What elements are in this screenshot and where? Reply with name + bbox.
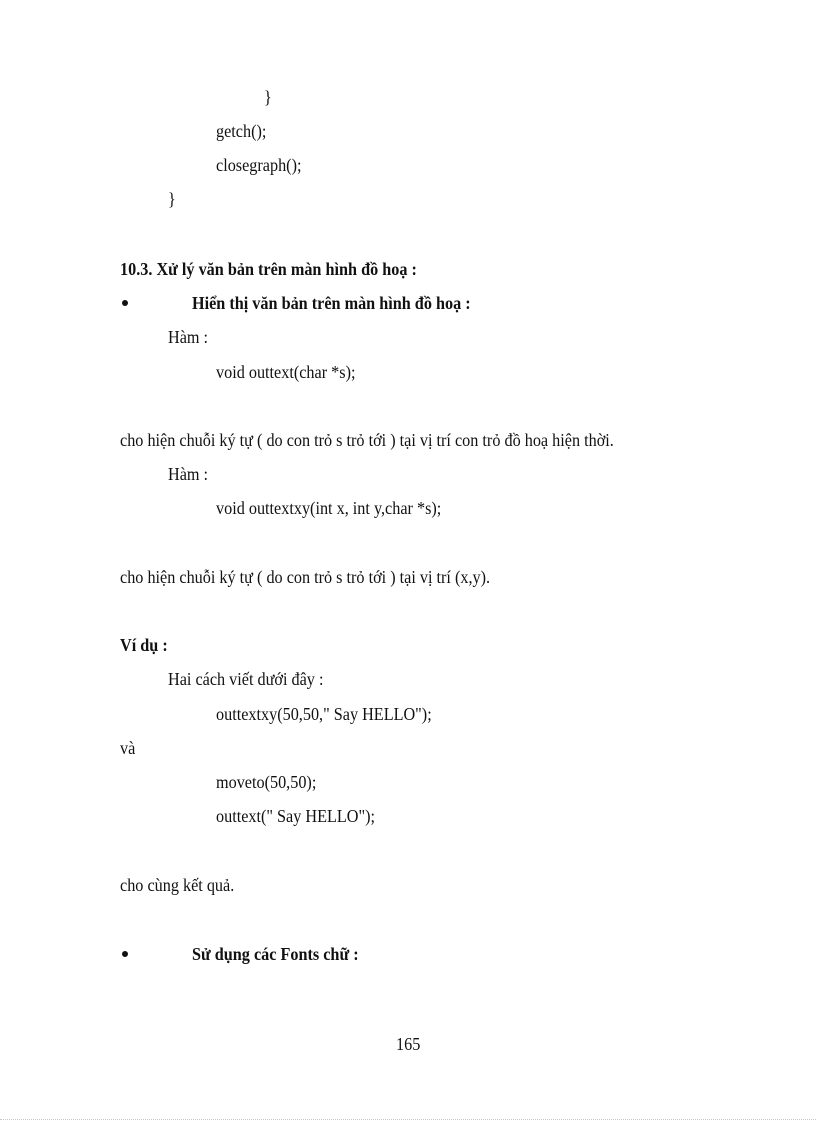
subsection-title-fonts: Sử dụng các Fonts chữ : — [192, 944, 359, 964]
subsection-title-display-text: Hiển thị văn bản trên màn hình đồ hoạ : — [192, 293, 471, 313]
page-number: 165 — [396, 1034, 421, 1054]
code-line-closegraph: closegraph(); — [216, 155, 302, 175]
example-code-outtext: outtext(" Say HELLO"); — [216, 806, 376, 826]
bullet-icon — [122, 300, 128, 306]
section-heading: 10.3. Xử lý văn bản trên màn hình đồ hoạ : — [120, 259, 417, 279]
code-closing-brace-outer: } — [168, 189, 176, 209]
page-bottom-divider — [0, 1119, 816, 1120]
example-code-moveto: moveto(50,50); — [216, 772, 317, 792]
code-line-getch: getch(); — [216, 121, 267, 141]
code-closing-brace-inner: } — [264, 87, 272, 107]
function-label: Hàm : — [168, 464, 209, 484]
function-description-outtextxy: cho hiện chuỗi ký tự ( do con trỏ s trỏ tới ) tại vị trí (x,y). — [120, 567, 491, 587]
example-label: Ví dụ : — [120, 635, 168, 655]
example-conjunction: và — [120, 738, 136, 758]
example-result: cho cùng kết quả. — [120, 875, 235, 895]
bullet-icon — [122, 951, 128, 957]
function-signature-outtext: void outtext(char *s); — [216, 362, 356, 382]
function-description-outtext: cho hiện chuỗi ký tự ( do con trỏ s trỏ tới ) tại vị trí con trỏ đồ hoạ hiện thời. — [120, 430, 614, 450]
function-label: Hàm : — [168, 327, 209, 347]
example-intro: Hai cách viết dưới đây : — [168, 669, 324, 689]
function-signature-outtextxy: void outtextxy(int x, int y,char *s); — [216, 498, 442, 518]
example-code-outtextxy: outtextxy(50,50," Say HELLO"); — [216, 704, 432, 724]
